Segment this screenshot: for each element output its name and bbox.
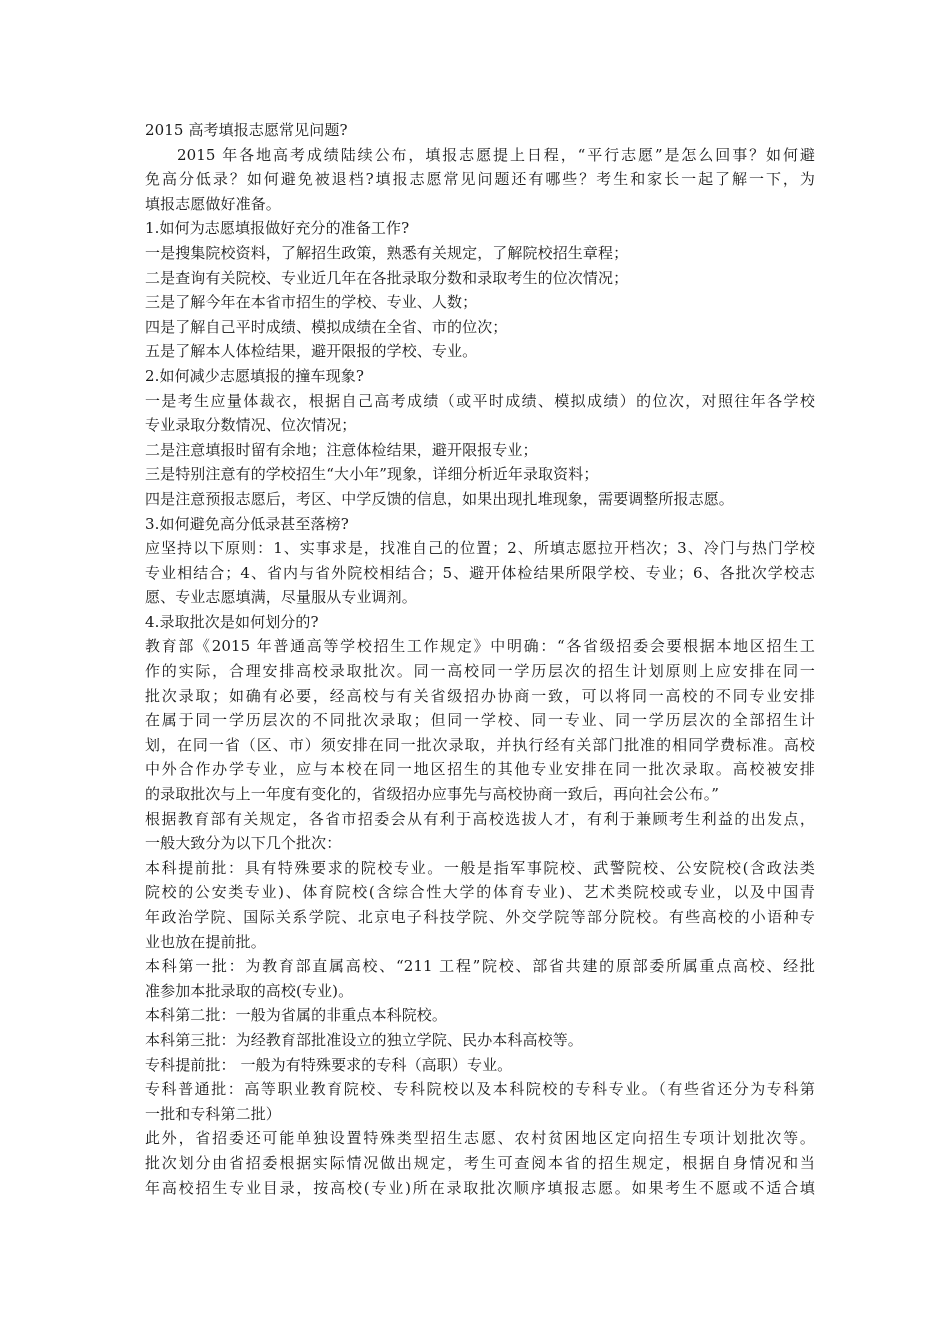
text-line: 专科普通批：高等职业教育院校、专科院校以及本科院校的专科专业。（有些省还分为专科第	[145, 1080, 815, 1099]
text-line: 本科第三批：为经教育部批准设立的独立学院、民办本科高校等。	[145, 1030, 583, 1049]
text-line: 免高分低录？如何避免被退档?填报志愿常见问题还有哪些？考生和家长一起了解一下，为	[145, 170, 815, 189]
text-line: 2015 高考填报志愿常见问题?	[145, 121, 348, 139]
text-line: 三是特别注意有的学校招生“大小年”现象，详细分析近年录取资料；	[145, 465, 599, 484]
text-line: 年高校招生专业目录，按高校(专业)所在录取批次顺序填报志愿。如果考生不愿或不适合填	[145, 1178, 815, 1197]
text-line: 业也放在提前批。	[145, 932, 266, 951]
text-line: 一是搜集院校资料，了解招生政策，熟悉有关规定，了解院校招生章程；	[145, 243, 629, 262]
text-line: 本科第二批：一般为省属的非重点本科院校。	[145, 1006, 448, 1025]
text-line: 专科提前批： 一般为有特殊要求的专科（高职）专业。	[145, 1055, 513, 1074]
text-line: 一是考生应量体裁衣，根据自己高考成绩（或平时成绩、模拟成绩）的位次，对照往年各学校	[145, 391, 815, 410]
text-line: 本科第一批：为教育部直属高校、“211 工程”院校、部省共建的原部委所属重点高校、经批	[145, 957, 815, 976]
text-line: 二是注意填报时留有余地；注意体检结果，避开限报专业；	[145, 440, 538, 459]
text-line: 作的实际，合理安排高校录取批次。同一高校同一学历层次的招生计划原则上应安排在同一	[145, 662, 815, 681]
text-line: 批次录取；如确有必要，经高校与有关省级招办协商一致，可以将同一高校的不同专业安排	[145, 686, 815, 705]
text-line: 的录取批次与上一年度有变化的，省级招办应事先与高校协商一致后，再向社会公布。”	[145, 785, 720, 804]
text-line: 本科提前批：具有特殊要求的院校专业。一般是指军事院校、武警院校、公安院校(含政法类	[145, 858, 815, 877]
text-line: 准参加本批录取的高校(专业)。	[145, 981, 354, 1000]
text-line: 年政治学院、国际关系学院、北京电子科技学院、外交学院等部分院校。有些高校的小语种专	[145, 908, 815, 926]
text-line: 院校的公安类专业)、体育院校(含综合性大学的体育专业)、艺术类院校或专业，以及中国青	[145, 883, 815, 902]
text-line: 批次划分由省招委根据实际情况做出规定，考生可查阅本省的招生规定，根据自身情况和当	[145, 1153, 815, 1172]
text-line: 2015 年各地高考成绩陆续公布，填报志愿提上日程，“平行志愿”是怎么回事？如何避	[177, 145, 815, 164]
text-line: 此外，省招委还可能单独设置特殊类型招生志愿、农村贫困地区定向招生专项计划批次等。	[145, 1129, 815, 1148]
text-line: 愿、专业志愿填满，尽量服从专业调剂。	[145, 588, 417, 607]
text-line: 教育部《2015 年普通高等学校招生工作规定》中明确：“各省级招委会要根据本地区招生工	[145, 637, 815, 656]
text-line: 三是了解今年在本省市招生的学校、专业、人数；	[145, 293, 478, 312]
text-line: 在属于同一学历层次的不同批次录取；但同一学校、同一专业、同一学历层次的全部招生计	[145, 711, 815, 730]
text-line: 中外合作办学专业，应与本校在同一地区招生的其他专业安排在同一批次录取。高校被安排	[145, 760, 815, 779]
text-line: 一般大致分为以下几个批次：	[145, 834, 342, 853]
text-line: 划，在同一省（区、市）须安排在同一批次录取，并执行经有关部门批准的相同学费标准。高校	[145, 735, 815, 754]
document-page	[145, 118, 815, 1200]
text-line: 根据教育部有关规定，各省市招委会从有利于高校选拔人才，有利于兼顾考生利益的出发点，	[145, 809, 815, 828]
text-line: 3.如何避免高分低录甚至落榜?	[145, 514, 349, 533]
text-line: 一批和专科第二批）	[145, 1104, 281, 1123]
text-line: 4.录取批次是如何划分的?	[145, 612, 319, 631]
text-line: 四是注意预报志愿后，考区、中学反馈的信息，如果出现扎堆现象，需要调整所报志愿。	[145, 489, 734, 508]
text-line: 专业录取分数情况、位次情况；	[145, 416, 357, 435]
text-line: 应坚持以下原则：1、实事求是，找准自己的位置；2、所填志愿拉开档次；3、冷门与热门学校	[145, 539, 815, 558]
text-line: 二是查询有关院校、专业近几年在各批录取分数和录取考生的位次情况；	[145, 268, 629, 287]
text-line: 1.如何为志愿填报做好充分的准备工作?	[145, 219, 410, 238]
text-line: 2.如何减少志愿填报的撞车现象?	[145, 366, 364, 385]
text-line: 四是了解自己平时成绩、模拟成绩在全省、市的位次；	[145, 317, 508, 336]
text-line: 填报志愿做好准备。	[145, 194, 281, 213]
text-line: 专业相结合；4、省内与省外院校相结合；5、避开体检结果所限学校、专业；6、各批次学校志	[145, 563, 815, 582]
text-line: 五是了解本人体检结果，避开限报的学校、专业。	[145, 342, 478, 361]
